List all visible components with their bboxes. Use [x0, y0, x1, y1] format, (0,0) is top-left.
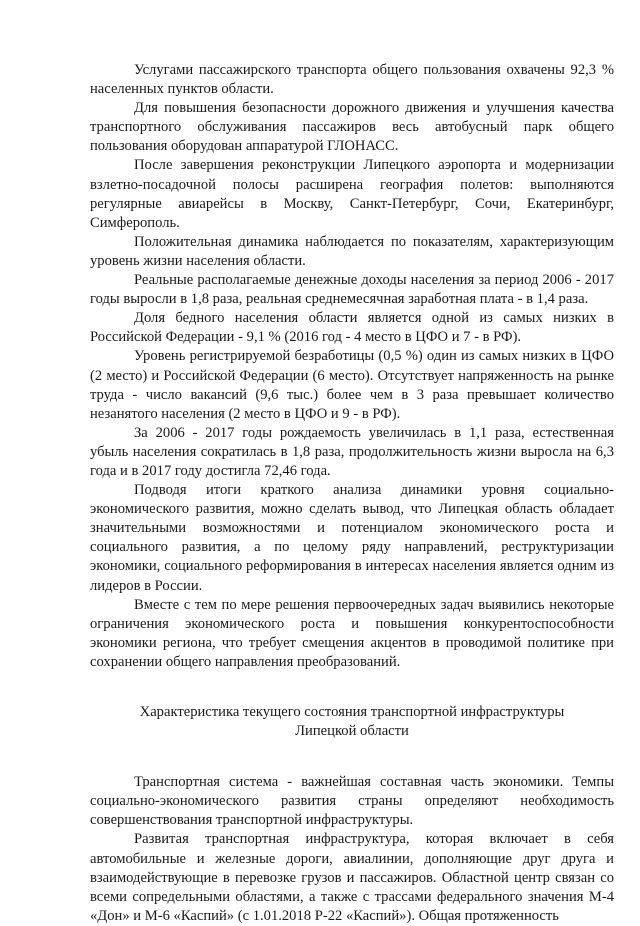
paragraph-demography: За 2006 - 2017 годы рождаемость увеличилась в 1,1 раза, естественная убыль населения сократилась в 1,8 раза, продолжительность жизни выросла на 6,3 года и в 2017 году достигла 72,46 года.	[90, 424, 614, 479]
paragraph-unemployment: Уровень регистрируемой безработицы (0,5 %) один из самых низких в ЦФО (2 место) и Российской Федерации (6 место). Отсутствует напряженность на рынке труда - число вакансий (9,6 тыс.) более чем в 3 раза превышает количество незанятого населения (2 место в ЦФО и 9 - в РФ).	[90, 348, 614, 422]
paragraph-living-standards: Положительная динамика наблюдается по показателям, характеризующим уровень жизни населения области.	[90, 233, 614, 269]
document-body	[90, 61, 614, 926]
paragraph-transport-system: Транспортная система - важнейшая составная часть экономики. Темпы социально-экономического развития страны определяют необходимость совершенствования транспортной инфраструктуры.	[90, 774, 614, 829]
paragraph-airport: После завершения реконструкции Липецкого аэропорта и модернизации взлетно-посадочной полосы расширена география полетов: выполняются регулярные авиарейсы в Москву, Санкт-Петербург, Сочи, Екатеринбург, Симферополь.	[90, 157, 614, 231]
section-title	[90, 703, 614, 741]
paragraph-glonass: Для повышения безопасности дорожного движения и улучшения качества транспортного обслуживания пассажиров весь автобусный парк общего пользования оборудован аппаратурой ГЛОНАСС.	[90, 100, 614, 155]
paragraph-income-growth: Реальные располагаемые денежные доходы населения за период 2006 - 2017 годы выросли в 1,8 раза, реальная среднемесячная заработная плата - в 1,4 раза.	[90, 272, 614, 308]
paragraph-transport-infrastructure: Развитая транспортная инфраструктура, которая включает в себя автомобильные и железные дороги, авиалинии, дополняющие друг друга и взаимодействующие в перевозке грузов и пассажиров. Областной центр связан со всеми сопредельными областями, а также с трассами федерального значения М-4 «Дон» и М-6 «Каспий» (с 1.01.2018 Р-22 «Каспий»). Общая протяженность	[90, 831, 614, 924]
paragraph-summary: Подводя итоги краткого анализа динамики уровня социально-экономического развития, можно сделать вывод, что Липецкая область обладает значительными возможностями и потенциалом экономического роста и социального развития, а по целому ряду направлений, реструктуризации экономики, социального реформирования в интересах населения является одним из лидеров в России.	[90, 482, 614, 594]
section-title-line-2: Липецкой области	[295, 723, 409, 740]
paragraph-constraints: Вместе с тем по мере решения первоочередных задач выявились некоторые ограничения экономического роста и повышения конкурентоспособности экономики региона, что требует смещения акцентов в проводимой политике при сохранении общего направления преобразований.	[90, 596, 614, 670]
paragraph-passenger-transport-coverage: Услугами пассажирского транспорта общего пользования охвачены 92,3 % населенных пунктов области.	[90, 62, 614, 98]
section-title-line-1: Характеристика текущего состояния транспортной инфраструктуры	[139, 704, 565, 720]
paragraph-poverty-share: Доля бедного населения области является одной из самых низких в Российской Федерации - 9,1 % (2016 год - 4 место в ЦФО и 7 - в РФ).	[90, 310, 614, 346]
